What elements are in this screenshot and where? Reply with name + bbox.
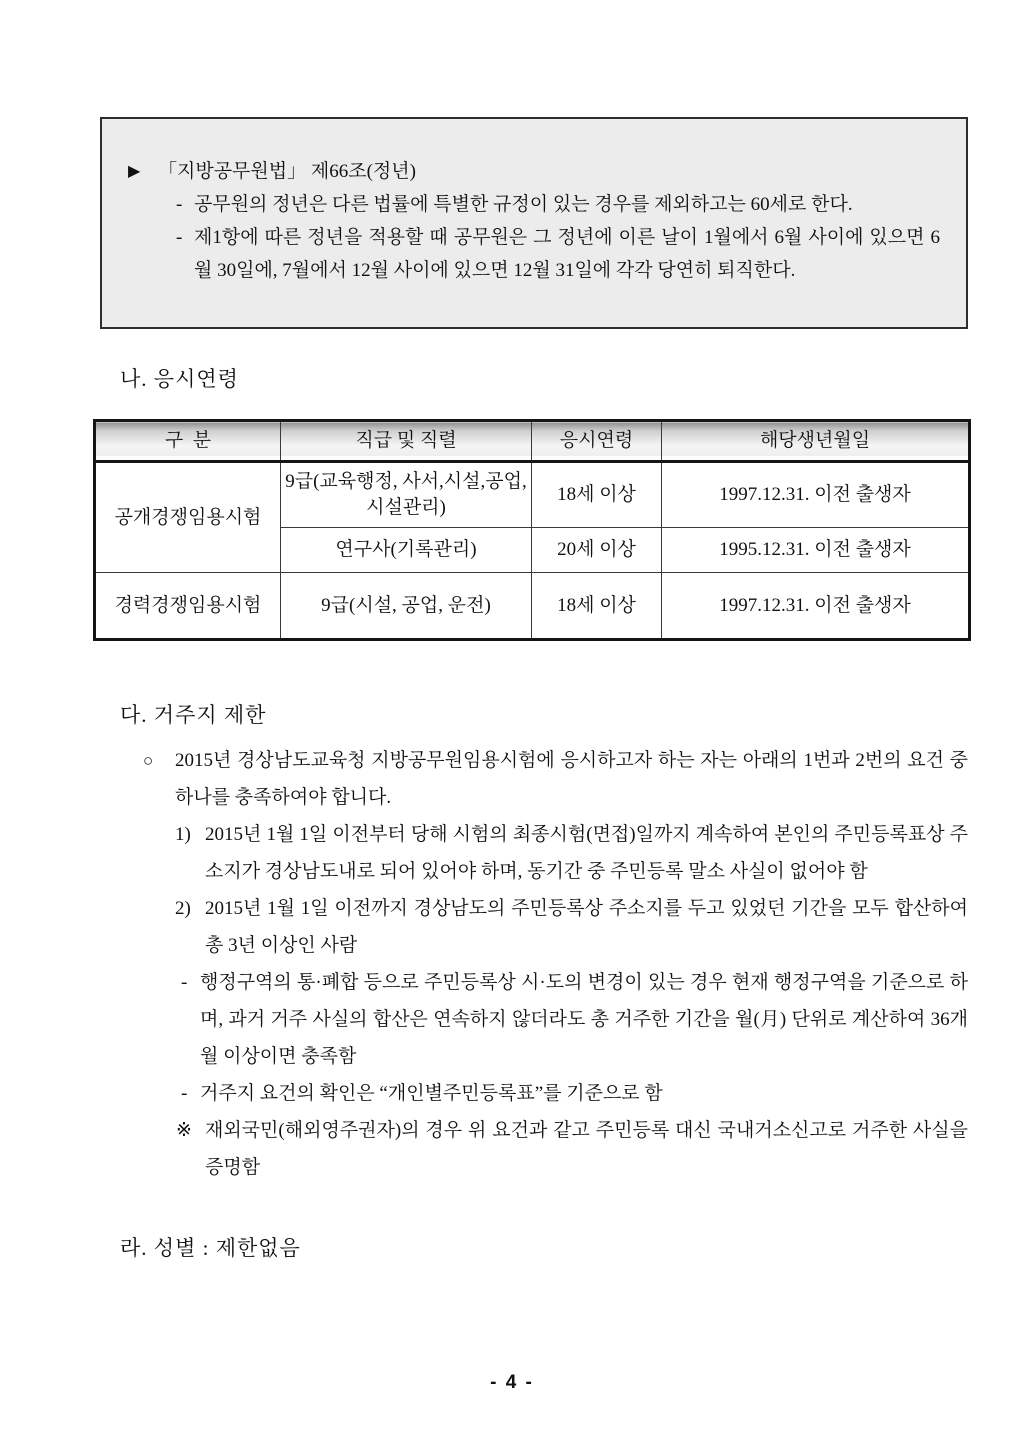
list-item-text: 2015년 경상남도교육청 지방공무원임용시험에 응시하고자 하는 자는 아래의 1번과 2번의 요건 중 하나를 충족하여야 합니다. <box>175 750 968 808</box>
cell-jikgup: 9급(교육행정, 사서,시설,공업,시설관리) <box>281 462 532 528</box>
cell-birth: 1997.12.31. 이전 출생자 <box>662 462 970 528</box>
col-header-age: 응시연령 <box>532 421 662 462</box>
col-header-gubun: 구 분 <box>95 421 281 462</box>
dash-bullet-icon: - <box>181 972 188 993</box>
reference-mark-icon: ※ <box>176 1120 192 1141</box>
list-item-text: 2015년 1월 1일 이전까지 경상남도의 주민등록상 주소지를 두고 있었던 기간을 모두 합산하여 총 3년 이상인 사람 <box>205 898 968 956</box>
law-box-item <box>128 188 940 221</box>
triangle-bullet-icon: ▶ <box>128 163 141 180</box>
cell-age: 18세 이상 <box>532 573 662 640</box>
circle-bullet-icon: ○ <box>143 751 154 770</box>
table-row <box>95 573 970 640</box>
list-item <box>93 1075 968 1112</box>
residence-restriction-list <box>93 742 968 1186</box>
cell-gubun: 경력경쟁임용시험 <box>95 573 281 640</box>
dash-bullet-icon: - <box>176 194 183 215</box>
section-ra-heading: 라. 성별 : 제한없음 <box>120 1236 301 1260</box>
cell-age: 18세 이상 <box>532 462 662 528</box>
section-da-heading: 다. 거주지 제한 <box>120 703 267 727</box>
list-item-text: 2015년 1월 1일 이전부터 당해 시험의 최종시험(면접)일까지 계속하여 본인의 주민등록표상 주소지가 경상남도내로 되어 있어야 하며, 동기간 중 주민등록 말소 사실이 없어야 함 <box>205 824 968 882</box>
page-number: - 4 - <box>490 1372 534 1393</box>
dash-bullet-icon: - <box>176 227 183 248</box>
cell-birth: 1995.12.31. 이전 출생자 <box>662 528 970 573</box>
law-box-item <box>128 221 940 287</box>
law-box-title: 「지방공무원법」 제66조(정년) <box>158 161 416 182</box>
number-marker: 2) <box>175 898 191 919</box>
col-header-birth: 해당생년월일 <box>662 421 970 462</box>
law-box-item-text: 공무원의 정년은 다른 법률에 특별한 규정이 있는 경우를 제외하고는 60세로 한다. <box>194 194 853 215</box>
cell-age: 20세 이상 <box>532 528 662 573</box>
list-item <box>93 964 968 1075</box>
cell-jikgup: 9급(시설, 공업, 운전) <box>281 573 532 640</box>
list-item <box>93 1112 968 1186</box>
age-requirement-table <box>93 419 971 641</box>
list-item <box>93 816 968 890</box>
list-item <box>93 890 968 964</box>
page-content <box>93 117 968 1262</box>
law-quote-box <box>100 117 968 329</box>
list-item-text: 재외국민(해외영주권자)의 경우 위 요건과 같고 주민등록 대신 국내거소신고로 거주한 사실을 증명함 <box>205 1120 968 1178</box>
cell-jikgup: 연구사(기록관리) <box>281 528 532 573</box>
list-item-text: 거주지 요건의 확인은 “개인별주민등록표”를 기준으로 함 <box>200 1083 663 1104</box>
list-item-text: 행정구역의 통·폐합 등으로 주민등록상 시·도의 변경이 있는 경우 현재 행정구역을 기준으로 하며, 과거 거주 사실의 합산은 연속하지 않더라도 총 거주한 기간을 월(月) 단위로 계산하여 36개월 이상이면 충족함 <box>200 972 968 1067</box>
law-box-item-text: 제1항에 따른 정년을 적용할 때 공무원은 그 정년에 이른 날이 1월에서 6월 사이에 있으면 6월 30일에, 7월에서 12월 사이에 있으면 12월 31일에 각각 당연히 퇴직한다. <box>194 227 940 281</box>
number-marker: 1) <box>175 824 191 845</box>
table-row <box>95 462 970 528</box>
dash-bullet-icon: - <box>181 1083 188 1104</box>
cell-gubun: 공개경쟁임용시험 <box>95 462 281 573</box>
section-na-heading: 나. 응시연령 <box>120 367 239 391</box>
cell-birth: 1997.12.31. 이전 출생자 <box>662 573 970 640</box>
table-header-row <box>95 421 970 462</box>
list-item <box>93 742 968 816</box>
law-box-title-line <box>128 155 940 188</box>
col-header-jikgup: 직급 및 직렬 <box>281 421 532 462</box>
